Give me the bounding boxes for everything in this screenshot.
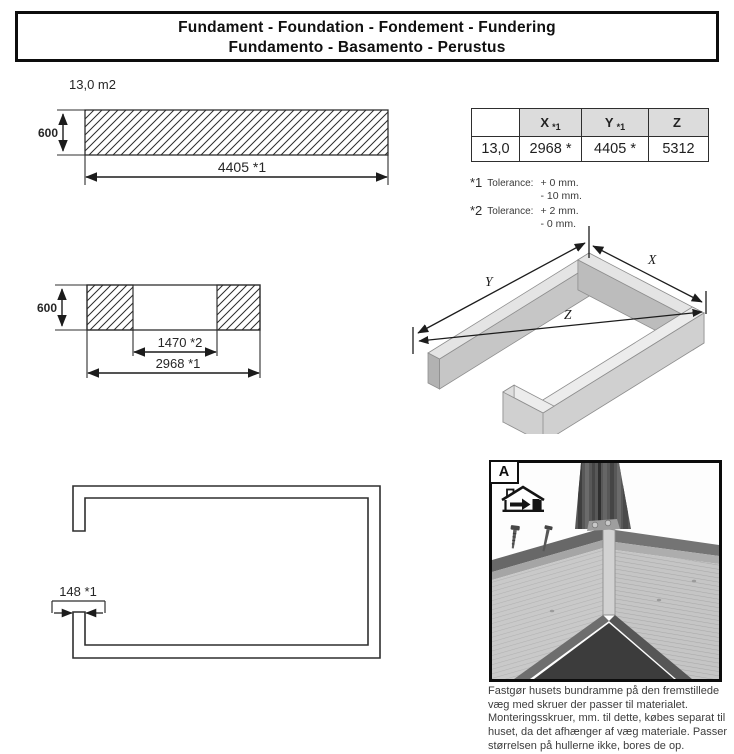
wall-screw-dot	[550, 610, 554, 613]
tolerance-1-minus: - 10 mm.	[540, 190, 582, 202]
frame-plan-outline	[73, 486, 380, 658]
corner-trim	[603, 528, 615, 615]
bracket-screw-icon	[605, 520, 611, 526]
spec-header-z	[649, 109, 709, 137]
spec-table-data-row	[472, 137, 709, 162]
width-dim-label: 4405 *1	[217, 159, 267, 175]
height-dim-label: 600	[37, 126, 59, 140]
tolerance-note-1	[470, 175, 582, 203]
outer-dim-label: 2968 *1	[155, 356, 201, 371]
caption-line: Fastgør husets bundramme på den fremstillede	[488, 685, 720, 697]
cell-x: 2968 *	[520, 137, 582, 162]
spec-header-y	[582, 109, 649, 137]
tolerance-1-plus: + 0 mm.	[540, 177, 579, 189]
foundation-strip-diagram	[28, 96, 398, 192]
title-line-1: Fundament - Foundation - Fondement - Fundering	[178, 19, 556, 36]
caption-text	[488, 685, 730, 754]
spec-header-x	[520, 109, 582, 137]
height-dim-label: 600	[36, 301, 58, 315]
col-z-label: Z	[673, 114, 681, 130]
spec-table-header-row	[472, 109, 709, 137]
wall-screw-dot	[692, 580, 696, 583]
col-y-label: Y	[604, 114, 614, 130]
y-axis-label: Y	[485, 274, 493, 289]
isometric-frame-diagram	[405, 212, 727, 434]
x-axis-label: X	[648, 252, 657, 267]
frame-board-back-left	[428, 253, 601, 389]
hatched-foundation-area	[85, 110, 388, 155]
caption-line: størrelsen på hullerne ikke, bores de op.	[488, 739, 685, 752]
extension-lines	[55, 285, 87, 330]
tolerance-1-ref: *1	[470, 175, 483, 190]
title-box	[15, 11, 719, 62]
wall-screw-dot	[657, 599, 661, 602]
frame-plan-diagram	[40, 470, 400, 670]
area-label: 13,0 m2	[69, 77, 116, 92]
tolerance-2-ref: *2	[470, 203, 483, 218]
tolerance-2-minus: - 0 mm.	[540, 218, 577, 230]
cell-z: 5312	[649, 137, 709, 162]
tolerance-2-plus: + 2 mm.	[540, 205, 579, 217]
spec-header-empty	[472, 109, 520, 137]
cell-area: 13,0	[472, 137, 520, 162]
caption-line: Monteringsskruer, mm. til dette, købes separat til	[488, 712, 726, 725]
wall-dim-label: 148 *1	[59, 584, 97, 599]
detail-label-badge: A	[489, 460, 519, 484]
col-x-note: *1	[552, 121, 561, 132]
corner-detail-illustration	[492, 463, 719, 679]
caption-line: væg med skruer der passer til materialet.	[488, 698, 688, 711]
extension-lines	[57, 110, 85, 155]
title-line-2: Fundamento - Basamento - Perustus	[228, 38, 506, 56]
foundation-section-diagram	[28, 272, 278, 384]
hatched-left-pad	[87, 285, 133, 330]
tolerance-1-word: Tolerance:	[487, 177, 534, 189]
col-x-label: X	[540, 114, 550, 130]
frame-board-front-right	[532, 307, 705, 434]
hatched-right-pad	[217, 285, 260, 330]
spec-table	[471, 108, 709, 162]
caption-line: huset, da det afhænger af væg materiale. Passer	[488, 726, 728, 739]
col-y-note: *1	[616, 121, 626, 132]
cell-y: 4405 *	[582, 137, 649, 162]
bracket-screw-icon	[592, 522, 598, 528]
z-axis-label: Z	[564, 307, 572, 322]
tolerance-2-word: Tolerance:	[487, 205, 534, 217]
detail-photo-box	[489, 460, 722, 682]
inner-dim-label: 1470 *2	[157, 335, 203, 350]
